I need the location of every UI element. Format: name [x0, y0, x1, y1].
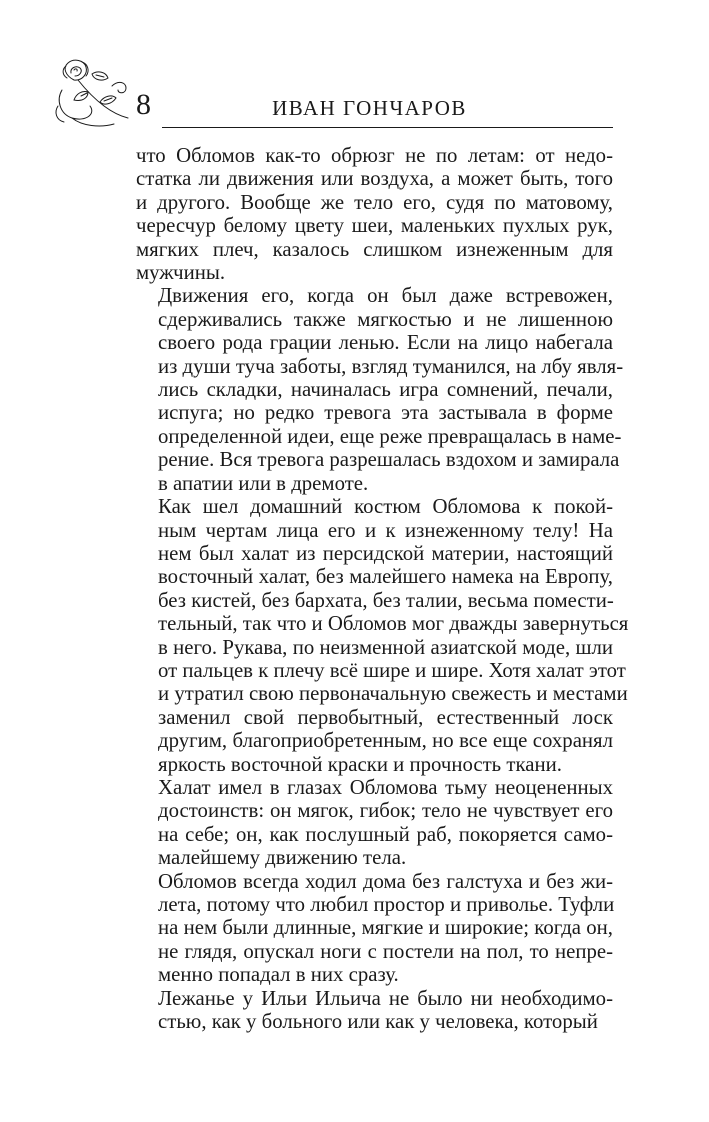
- paragraph: [136, 870, 613, 987]
- text-line: заменил свой первобытный, естественный лоск: [158, 705, 613, 729]
- text-line: лись складки, начиналась игра сомнений, печали,: [158, 378, 613, 402]
- text-line: определенной идеи, еще реже превращалась в наме-: [158, 424, 622, 448]
- text-line: на себе; он, как послушный раб, покоряется само-: [158, 822, 613, 846]
- paragraph: [136, 987, 613, 1034]
- text-line: что Обломов как-то обрюзг не по летам: от недо-: [136, 144, 613, 167]
- text-line: из души туча заботы, взгляд туманился, на лбу явля-: [158, 354, 624, 378]
- text-line: и другого. Вообще же тело его, судя по матовому,: [136, 190, 613, 214]
- paragraph: [136, 495, 629, 776]
- text-line: сдерживались также мягкостью и не лишенною: [158, 307, 613, 331]
- running-head: ИВАН ГОНЧАРОВ: [272, 96, 467, 120]
- text-line: Как шел домашний костюм Обломова к покой-: [158, 495, 613, 519]
- text-line: стью, как у больного или как у человека, который: [158, 1010, 598, 1034]
- text-line: мягких плеч, казалось слишком изнеженным для: [136, 237, 613, 261]
- text-line: ным чертам лица его и к изнеженному телу! На: [158, 518, 613, 542]
- header-rule: [162, 127, 613, 128]
- text-line: чересчур белому цвету шеи, маленьких пухлых рук,: [136, 214, 613, 238]
- text-line: своего рода грации ленью. Если на лицо набегала: [158, 331, 613, 355]
- text-line: от пальцев к плечу всё шире и шире. Хотя халат этот: [158, 658, 626, 682]
- text-line: в него. Рукава, по неизменной азиатской моде, шли: [158, 635, 613, 659]
- text-line: другим, благоприобретенным, но все еще сохранял: [158, 729, 613, 753]
- text-line: и утратил свою первоначальную свежесть и местами: [158, 682, 628, 706]
- text-line: Халат имел в глазах Обломова тьму неоцененных: [158, 775, 613, 799]
- text-line: испуга; но редко тревога эта застывала в форме: [158, 401, 613, 425]
- text-line: нем был халат из персидской материи, настоящий: [158, 541, 613, 565]
- paragraph: [136, 284, 624, 495]
- text-line: тельный, так что и Обломов мог дважды завернуться: [158, 612, 629, 636]
- body-text: [136, 144, 629, 1034]
- text-line: Лежанье у Ильи Ильича не было ни необходимо-: [158, 986, 613, 1010]
- text-line: Движения его, когда он был даже встревожен,: [158, 284, 613, 308]
- text-line: рение. Вся тревога разрешалась вздохом и замирала: [158, 448, 620, 472]
- text-line: без кистей, без бархата, без талии, весьма помести-: [158, 588, 614, 612]
- text-line: мужчины.: [136, 261, 226, 285]
- text-line: лета, потому что любил простор и приволье. Туфли: [158, 893, 615, 916]
- paragraph: [136, 776, 613, 870]
- page-number: 8: [136, 88, 151, 121]
- text-line: менно попадал в них сразу.: [158, 963, 399, 987]
- text-line: Обломов всегда ходил дома без галстуха и без жи-: [158, 869, 613, 893]
- text-line: на нем были длинные, мягкие и широкие; когда он,: [158, 916, 613, 940]
- text-line: не глядя, опускал ноги с постели на пол, то непре-: [158, 939, 613, 963]
- text-line: в апатии или в дремоте.: [158, 471, 369, 495]
- text-line: восточный халат, без малейшего намека на Европу,: [158, 565, 613, 589]
- text-line: статка ли движения или воздуха, а может быть, того: [136, 167, 613, 191]
- text-line: яркость восточной краски и прочность ткани.: [158, 752, 562, 776]
- text-line: достоинств: он мягок, гибок; тело не чувствует его: [158, 799, 613, 823]
- text-line: малейшему движению тела.: [158, 846, 407, 870]
- paragraph: [136, 144, 613, 284]
